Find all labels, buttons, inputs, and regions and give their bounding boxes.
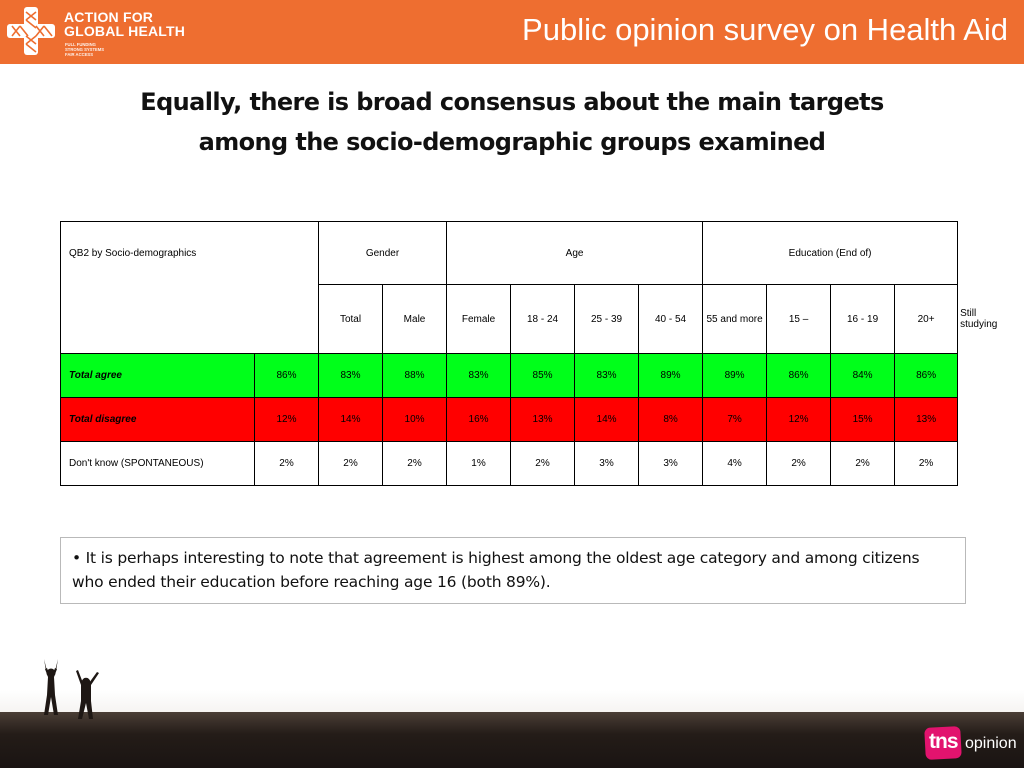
question-label: QB2 by Socio-demographics [61, 222, 319, 354]
slide-title-line2: among the socio-demographic groups examined [198, 128, 826, 156]
tns-logo-word: opinion [965, 735, 1017, 752]
slide-title-line1: Equally, there is broad consensus about the main targets [140, 88, 884, 116]
table-cell: 89% [703, 354, 767, 398]
table-cell: 14% [575, 398, 639, 442]
column-header: Male [383, 285, 447, 354]
table-cell: 10% [383, 398, 447, 442]
tagline-line1: FULL FUNDING [65, 42, 96, 47]
column-header-row: Total Male Female 18 - 24 25 - 39 40 - 54 55 and more 15 – 16 - 19 20+ Still studying [61, 285, 958, 354]
slide-title [0, 82, 1024, 162]
table-cell: 2% [511, 442, 575, 486]
column-header: 40 - 54 [639, 285, 703, 354]
table-cell: 84% [831, 354, 895, 398]
table-cell: 2% [319, 442, 383, 486]
group-age: Age [447, 222, 703, 285]
column-header: 25 - 39 [575, 285, 639, 354]
column-header: 55 and more [703, 285, 767, 354]
table-cell: 88% [383, 354, 447, 398]
table-cell: 3% [575, 442, 639, 486]
note-box [60, 537, 966, 604]
table-cell: 13% [895, 398, 958, 442]
table-row [61, 398, 958, 442]
column-header: 18 - 24 [511, 285, 575, 354]
table-cell: 83% [319, 354, 383, 398]
table-cell: 85% [511, 354, 575, 398]
row-label: Don't know (SPONTANEOUS) [61, 442, 255, 486]
table-cell: 16% [447, 398, 511, 442]
table-cell: 13% [511, 398, 575, 442]
tagline-line3: FAIR ACCESS [65, 52, 93, 57]
cross-logo-icon [6, 6, 56, 56]
table-cell: 3% [639, 442, 703, 486]
group-header-row [61, 222, 958, 285]
org-tagline [65, 42, 104, 57]
table-cell: 12% [767, 398, 831, 442]
column-header: Female [447, 285, 511, 354]
footer-fade [0, 690, 1024, 714]
org-name-line1: ACTION FOR [64, 9, 154, 25]
table-cell: 86% [767, 354, 831, 398]
table-cell: 2% [895, 442, 958, 486]
table-cell: 2% [255, 442, 319, 486]
header-title: Public opinion survey on Health Aid [522, 12, 1008, 47]
table-cell: 2% [831, 442, 895, 486]
org-name-line2: GLOBAL HEALTH [64, 23, 186, 39]
table-cell: 12% [255, 398, 319, 442]
column-header: 16 - 19 [831, 285, 895, 354]
column-header: Total [319, 285, 383, 354]
table-cell: 83% [447, 354, 511, 398]
table-cell: 2% [767, 442, 831, 486]
tns-opinion-logo [925, 727, 1017, 759]
tagline-line2: STRONG SYSTEMS [65, 47, 105, 52]
table-cell: 2% [383, 442, 447, 486]
table-row [61, 354, 958, 398]
group-education: Education (End of) [703, 222, 958, 285]
column-header: 20+ [895, 285, 958, 354]
table-cell: 15% [831, 398, 895, 442]
tns-logo-short: tns [929, 730, 958, 753]
header-bar [0, 0, 1024, 64]
group-gender: Gender [319, 222, 447, 285]
note-text: • It is perhaps interesting to note that agreement is highest among the oldest age category and among citizens who ended their education before reaching age 16 (both 89%). [72, 549, 920, 591]
table-cell: 89% [639, 354, 703, 398]
survey-table [60, 221, 998, 486]
table-cell: 1% [447, 442, 511, 486]
table-cell: 14% [319, 398, 383, 442]
table-cell: 7% [703, 398, 767, 442]
table-cell: 86% [255, 354, 319, 398]
row-label: Total disagree [61, 398, 255, 442]
table-cell: 83% [575, 354, 639, 398]
table-cell: 4% [703, 442, 767, 486]
table-row [61, 442, 958, 486]
column-header: 15 – [767, 285, 831, 354]
org-name [64, 10, 185, 38]
row-label: Total agree [61, 354, 255, 398]
footer-band [0, 712, 1024, 768]
table-cell: 86% [895, 354, 958, 398]
table-cell: 8% [639, 398, 703, 442]
people-silhouette-icon [34, 655, 114, 725]
